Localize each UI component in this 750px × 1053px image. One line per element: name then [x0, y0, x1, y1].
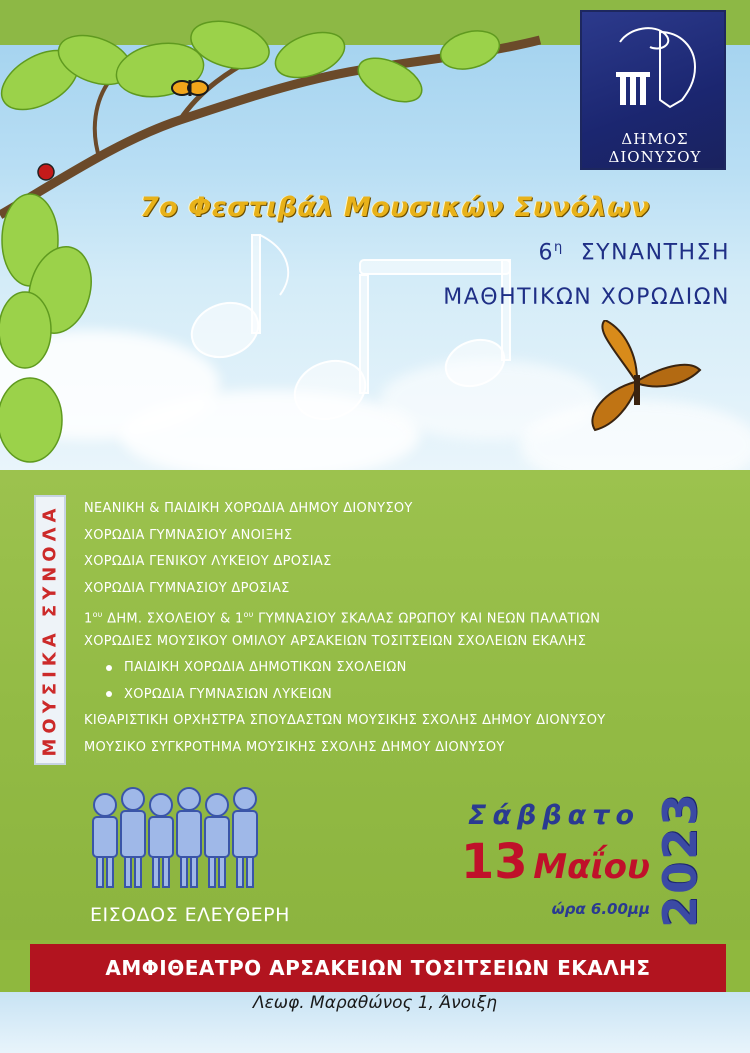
logo-line1: ΔΗΜΟΣ — [621, 130, 689, 148]
dionysus-head-icon — [600, 22, 710, 117]
logo-line2: ΔΙΟΝΥΣΟΥ — [608, 148, 702, 166]
event-year: 2023 — [653, 791, 707, 929]
municipality-logo — [580, 10, 726, 170]
list-item-sub — [84, 655, 744, 682]
event-date — [410, 834, 650, 890]
festival-title: 7ο Φεστιβάλ Μουσικών Συνόλων — [140, 192, 651, 223]
choirs-subtitle: ΜΑΘΗΤΙΚΩΝ ΧΟΡΩΔΙΩΝ — [443, 285, 730, 310]
sub-item-label: ΠΑΙΔΙΚΗ ΧΟΡΩΔΙΑ ΔΗΜΟΤΙΚΩΝ ΣΧΟΛΕΙΩΝ — [124, 660, 407, 675]
ordinal-suffix: ου — [92, 610, 103, 619]
list-item: ΧΟΡΩΔΙΕΣ ΜΟΥΣΙΚΟΥ ΟΜΙΛΟΥ ΑΡΣΑΚΕΙΩΝ ΤΟΣΙΤΣΕΙΩΝ ΣΧΟΛΕΙΩΝ ΕΚΑΛΗΣ — [84, 633, 587, 649]
ensembles-vertical-label — [34, 495, 66, 765]
list-item-sub — [84, 682, 744, 709]
butterfly-decoration — [575, 320, 705, 440]
ordinal-suffix: ου — [243, 610, 254, 619]
list-item: ΧΟΡΩΔΙΑ ΓΥΜΝΑΣΙΟΥ ΑΝΟΙΞΗΣ — [84, 527, 293, 543]
date-number: 13 — [460, 834, 528, 890]
ensembles-list — [84, 496, 744, 761]
list-item: ΚΙΘΑΡΙΣΤΙΚΗ ΟΡΧΗΣΤΡΑ ΣΠΟΥΔΑΣΤΩΝ ΜΟΥΣΙΚΗΣ ΣΧΟΛΗΣ ΔΗΜΟΥ ΔΙΟΝΥΣΟΥ — [84, 713, 606, 728]
list-item — [84, 602, 744, 629]
list-item-part: ΓΥΜΝΑΣΙΟΥ ΣΚΑΛΑΣ ΩΡΩΠΟΥ ΚΑΙ ΝΕΩΝ ΠΑΛΑΤΙΩΝ — [258, 611, 601, 627]
venue-name: ΑΜΦΙΘΕΑΤΡΟ ΑΡΣΑΚΕΙΩΝ ΤΟΣΙΤΣΕΙΩΝ ΕΚΑΛΗΣ — [105, 956, 651, 980]
ensembles-label-text: ΜΟΥΣΙΚΑ ΣΥΝΟΛΑ — [39, 503, 61, 757]
event-time: ώρα 6.00μμ — [551, 900, 650, 918]
ordinal-number: 1 — [84, 611, 93, 627]
list-item: ΝΕΑΝΙΚΗ & ΠΑΙΔΙΚΗ ΧΟΡΩΔΙΑ ΔΗΜΟΥ ΔΙΟΝΥΣΟΥ — [84, 501, 413, 516]
bullet-icon — [106, 691, 112, 697]
sub-item-label: ΧΟΡΩΔΙΑ ΓΥΜΝΑΣΙΩΝ ΛΥΚΕΙΩΝ — [124, 686, 333, 702]
list-item: ΧΟΡΩΔΙΑ ΓΥΜΝΑΣΙΟΥ ΔΡΟΣΙΑΣ — [84, 580, 290, 596]
subtitle-text: ΣΥΝΑΝΤΗΣΗ — [580, 240, 730, 266]
event-year-box — [650, 790, 710, 930]
event-day: Σάββατο — [468, 800, 640, 831]
subtitle-ordinal: η — [554, 240, 564, 255]
meeting-subtitle — [440, 240, 730, 265]
subtitle-number: 6 — [538, 240, 555, 266]
list-item: ΧΟΡΩΔΙΑ ΓΕΝΙΚΟΥ ΛΥΚΕΙΟΥ ΔΡΟΣΙΑΣ — [84, 554, 332, 569]
list-item-part: ΔΗΜ. ΣΧΟΛΕΙΟΥ & 1 — [107, 611, 244, 627]
list-item: ΜΟΥΣΙΚΟ ΣΥΓΚΡΟΤΗΜΑ ΜΟΥΣΙΚΗΣ ΣΧΟΛΗΣ ΔΗΜΟΥ ΔΙΟΝΥΣΟΥ — [84, 739, 505, 755]
date-month: Μαΐου — [533, 847, 650, 887]
venue-address: Λεωφ. Μαραθώνος 1, Άνοιξη — [252, 993, 498, 1013]
choir-singers-icon — [85, 785, 275, 895]
bullet-icon — [106, 665, 112, 671]
free-entry-text: ΕΙΣΟΔΟΣ ΕΛΕΥΘΕΡΗ — [90, 904, 290, 926]
